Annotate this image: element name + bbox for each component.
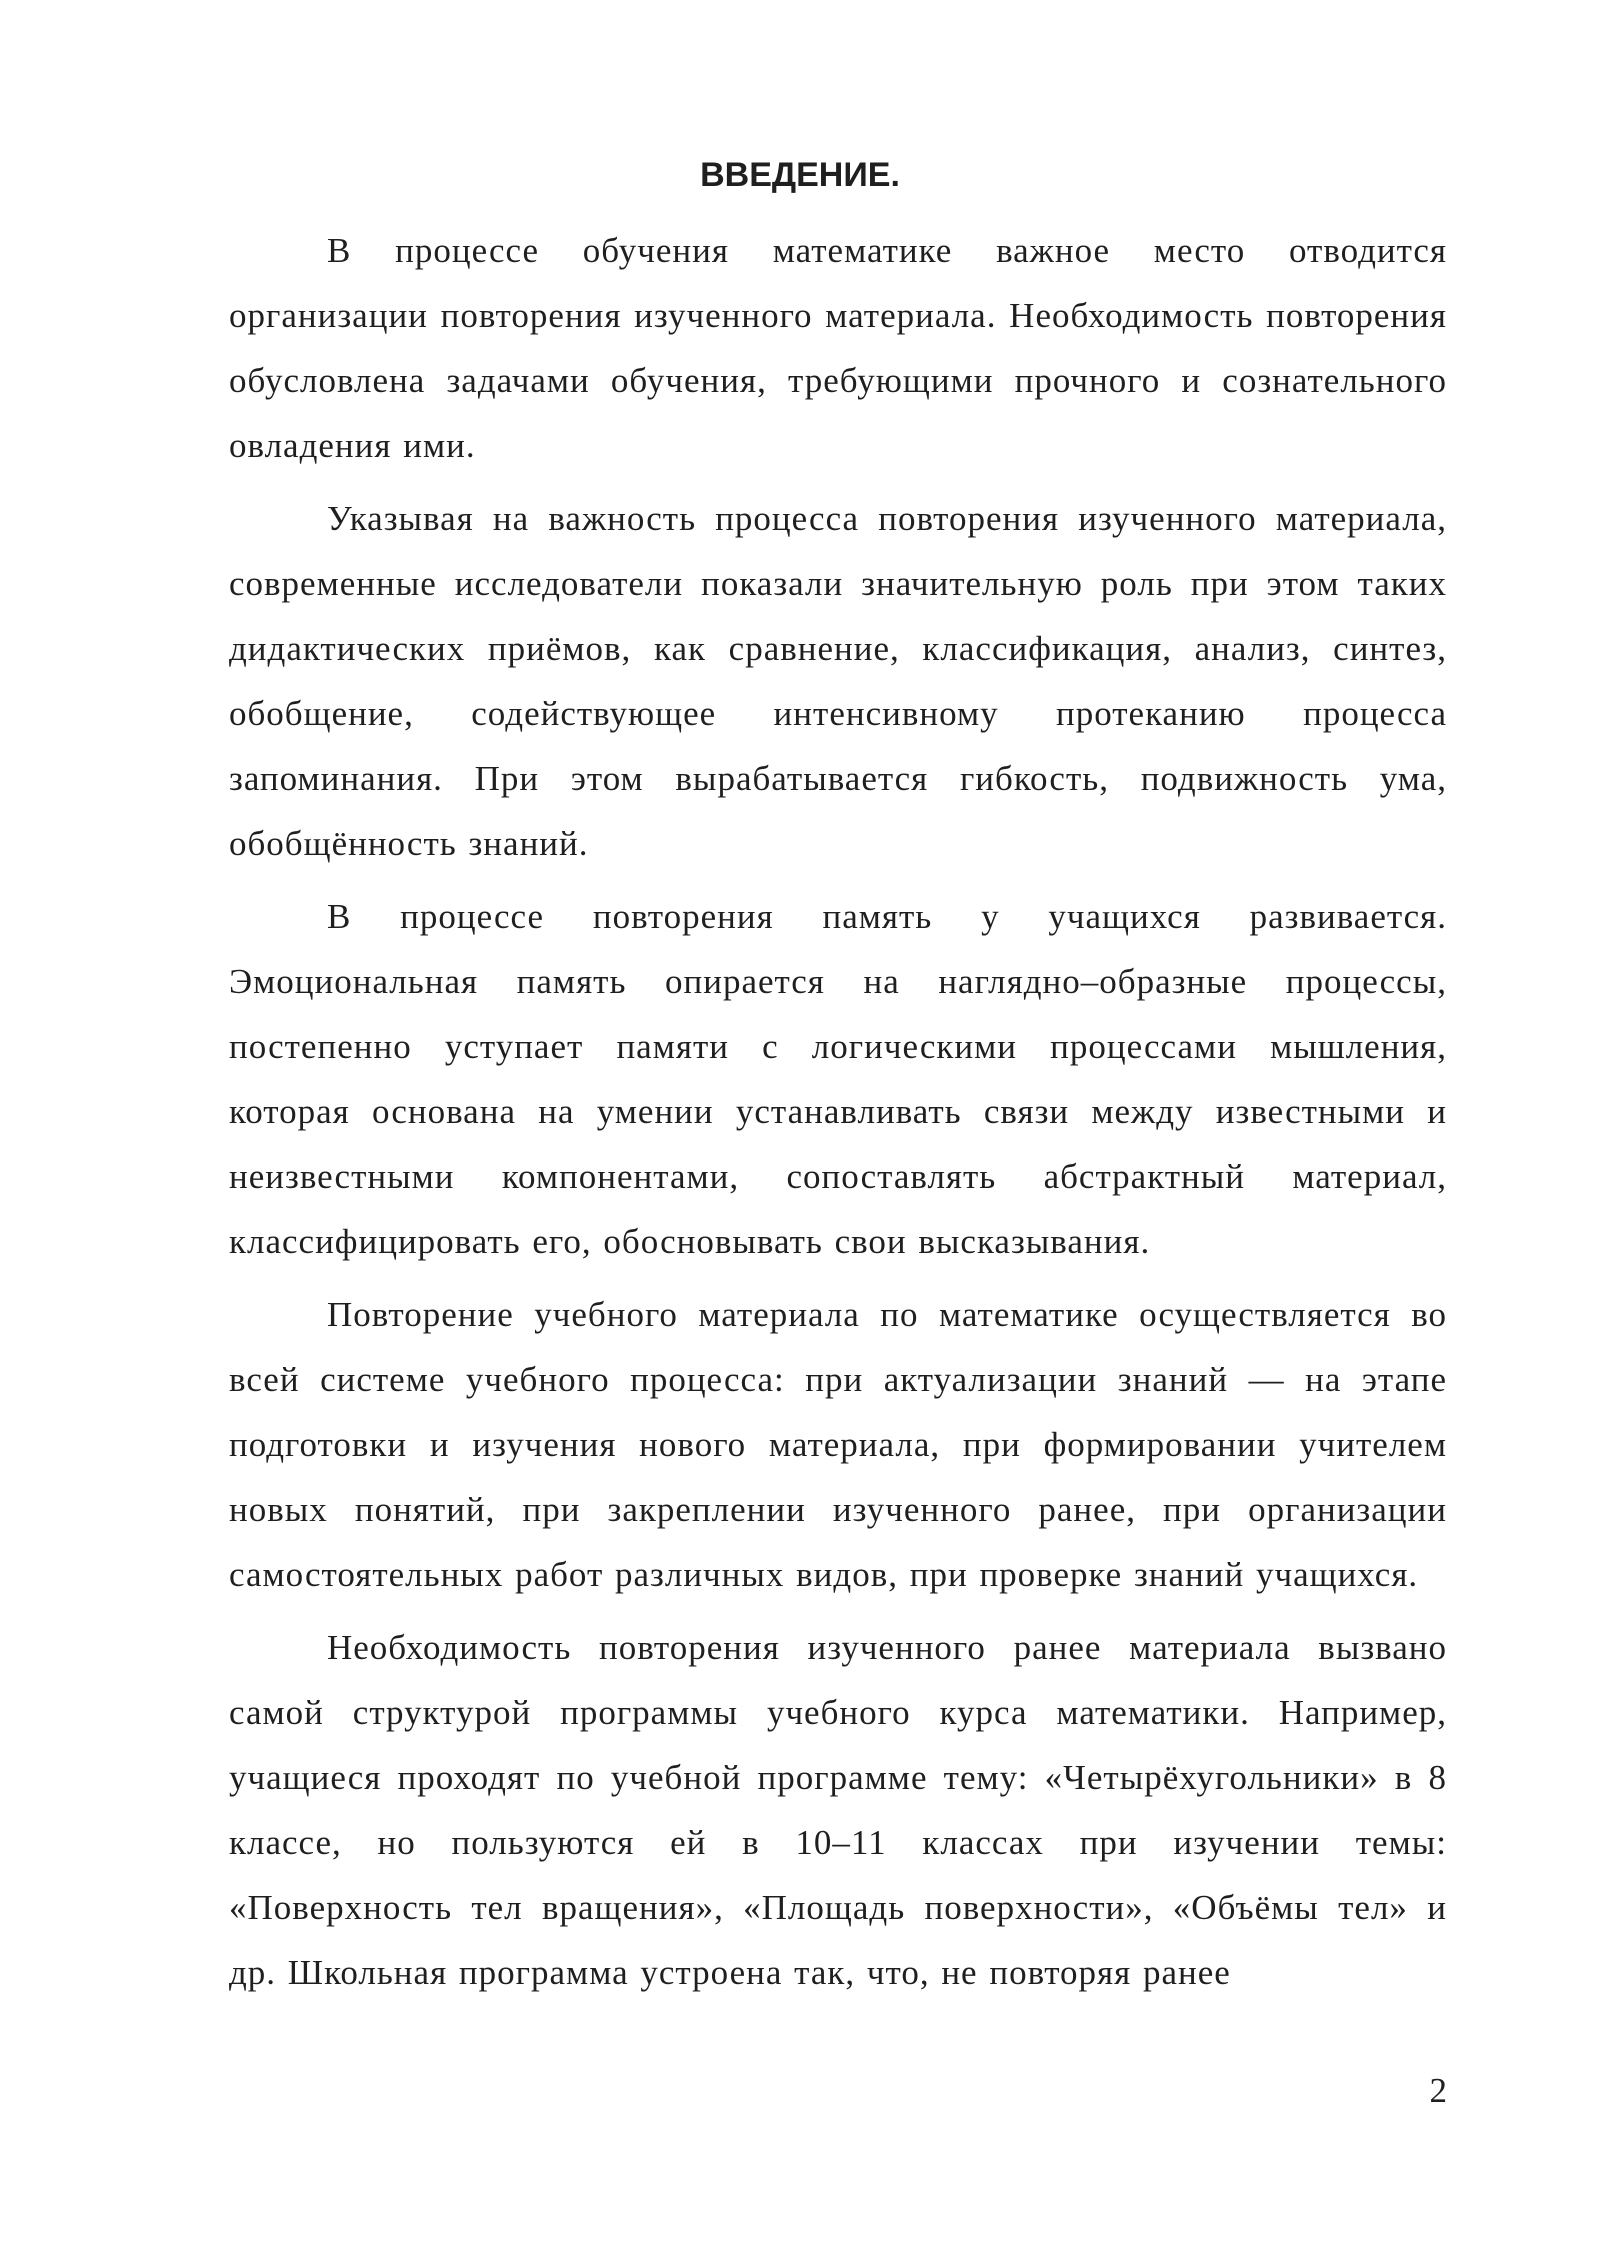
paragraph-2: Указывая на важность процесса повторения изученного материала, современные исследователи показали значительную роль при этом таких дидактических приёмов, как сравнение, классификация, анализ, синтез, обобщение, содействующее интенсивному протеканию процесса запоминания. При этом вырабатывается гибкость, подвижность ума, обобщённость знаний. xyxy=(229,499,1447,863)
paragraph-4: Повторение учебного материала по математике осуществляется во всей системе учебного процесса: при актуализации знаний — на этапе подготовки и изучения нового материала, при формировании учителем новых понятий, при закреплении изученного ранее, при организации самостоятельных работ различных видов, при проверке знаний учащихся. xyxy=(229,1295,1447,1594)
paragraph-3: В процессе повторения память у учащихся развивается. Эмоциональная память опирается на наглядно–образные процессы, постепенно уступает памяти с логическими процессами мышления, которая основана на умении устанавливать связи между известными и неизвестными компонентами, сопоставлять абстрактный материал, классифицировать его, обосновывать свои высказывания. xyxy=(229,897,1447,1261)
page-heading: ВВЕДЕНИЕ. xyxy=(700,156,900,194)
body-text xyxy=(229,218,1447,2013)
page-number: 2 xyxy=(1429,2071,1447,2110)
paragraph-1: В процессе обучения математике важное место отводится организации повторения изученного материала. Необходимость повторения обусловлена задачами обучения, требующими прочного и сознательного овладения ими. xyxy=(229,231,1447,465)
paragraph-5: Необходимость повторения изученного ранее материала вызвано самой структурой программы учебного курса математики. Например, учащиеся проходят по учебной программе тему: «Четырёхугольники» в 8 классе, но пользуются ей в 10–11 классах при изучении темы: «Поверхность тел вращения», «Площадь поверхности», «Объёмы тел» и др. Школьная программа устроена так, что, не повторяя ранее xyxy=(229,1628,1447,1992)
